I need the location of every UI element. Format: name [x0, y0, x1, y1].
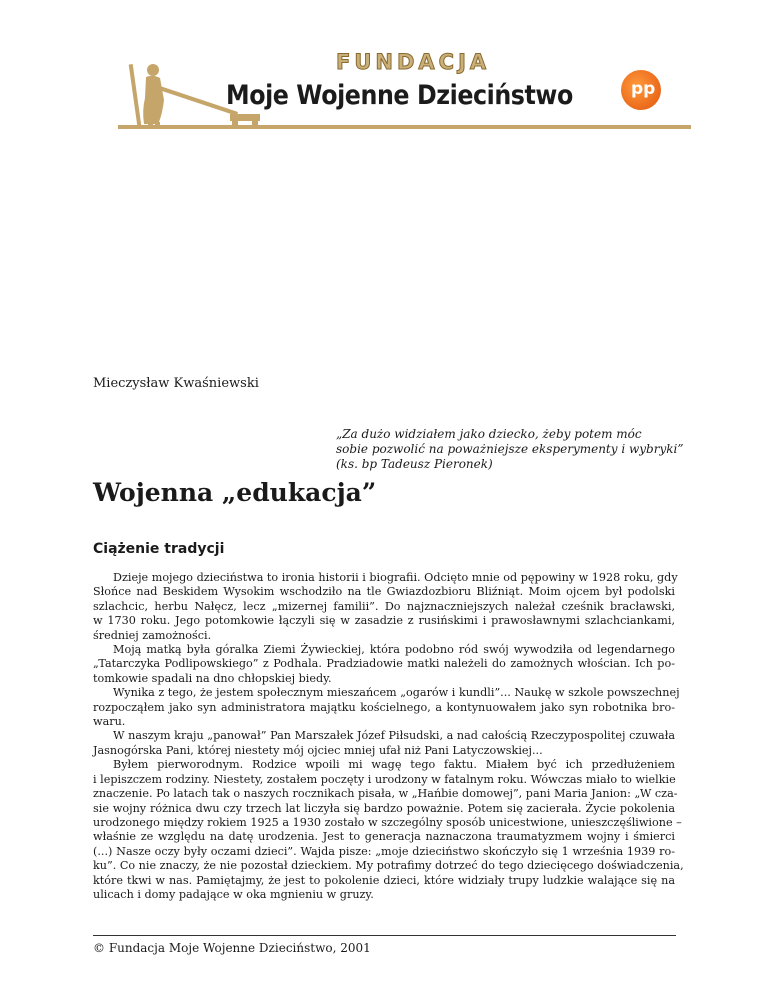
footer-copyright: © Fundacja Moje Wojenne Dzieciństwo, 2001: [93, 941, 371, 955]
author-name: Mieczysław Kwaśniewski: [93, 376, 259, 391]
partner-logo-text: pp: [631, 79, 656, 99]
body-line: w 1730 roku. Jego potomkowie łączyli się w zasadzie z rusińskimi i prawosławnymi szlachciankami,: [93, 614, 675, 628]
body-line: „Tatarczyka Podlipowskiego” z Podhala. Pradziadowie matki należeli do zamożnych włościan. Ich po-: [93, 657, 675, 671]
body-line: sie wojny różnica dwu czy trzech lat liczyła się bardzo poważnie. Potem się zacierała. Życie pokolenia: [93, 801, 675, 815]
body-line: rozpocząłem jako syn administratora majątku kościelnego, a kontynuowałem jako syn robotnika bro-: [93, 700, 675, 714]
brand-name: Moje Wojenne Dzieciństwo: [226, 80, 573, 111]
epigraph: [336, 427, 684, 472]
body-line: W naszym kraju „panował” Pan Marszałek Józef Piłsudski, a nad całością Rzeczypospolitej czuwała: [113, 729, 675, 743]
body-line: Jasnogórska Pani, której niestety mój ojciec mniej ufał niż Pani Latyczowskiej...: [93, 743, 543, 757]
epigraph-attribution: (ks. bp Tadeusz Pieronek): [336, 457, 493, 471]
body-line: (...) Nasze oczy były oczami dzieci”. Wajda pisze: „moje dzieciństwo skończyło się 1 września 1939 ro-: [93, 844, 675, 858]
body-line: Moją matką była góralka Ziemi Żywieckiej, która podobno ród swój wywodziła od legendarnego: [113, 643, 675, 657]
body-line: Wynika z tego, że jestem społecznym mieszańcem „ogarów i kundli”... Naukę w szkole powszechnej: [113, 686, 680, 700]
document-title: Wojenna „edukacja”: [93, 478, 377, 507]
epigraph-line: „Za dużo widziałem jako dziecko, żeby potem móc: [336, 427, 642, 441]
foundation-label: FUNDACJA: [336, 50, 491, 74]
page-header: [0, 0, 768, 160]
body-line: i lepiszczem rodziny. Niestety, zostałem poczęty i urodzony w fatalnym roku. Wówczas miało to wielkie: [93, 772, 676, 786]
partner-logo-icon: [621, 70, 661, 110]
body-line: znaczenie. Po latach tak o naszych rocznikach pisała, w „Hańbie domowej”, pani Maria Janion: „W cza-: [93, 787, 678, 801]
header-divider: [118, 125, 691, 129]
body-line: Dzieje mojego dzieciństwa to ironia historii i biografii. Odcięto mnie od pępowiny w 1928 roku, gdy: [113, 571, 678, 584]
footer-divider: [93, 935, 676, 936]
body-line: tomkowie spadali na dno chłopskiej biedy.: [93, 671, 332, 685]
body-line: urodzonego między rokiem 1925 a 1930 zostało w szczególny sposób unicestwione, unieszczęśliwione –: [93, 815, 682, 829]
epigraph-line: sobie pozwolić na poważniejsze eksperymenty i wybryki”: [336, 442, 684, 456]
body-line: ulicach i domy padające w oka mgnieniu w gruzy.: [93, 887, 374, 901]
body-line: właśnie ze względu na datę urodzenia. Jest to generacja naznaczona traumatyzmem wojny i śmierci: [93, 830, 675, 844]
body-line: ku”. Co nie znaczy, że nie pozostał dzieckiem. My potrafimy dotrzeć do tego dziecięcego doświadczenia,: [93, 859, 684, 873]
body-text: [93, 571, 684, 902]
body-line: średniej zamożności.: [93, 628, 212, 642]
body-line: Słońce nad Beskidem Wysokim wschodziło na tle Gwiazdozbioru Bliźniąt. Moim ojcem był podolski: [93, 585, 675, 599]
section-heading: Ciążenie tradycji: [93, 541, 225, 557]
body-line: Byłem pierworodnym. Rodzice wpoili mi wagę tego faktu. Miałem być ich przedłużeniem: [113, 758, 675, 772]
body-line: które tkwi w nas. Pamiętajmy, że jest to pokolenie dzieci, które widziały trupy ludzkie walające się na: [93, 873, 675, 887]
body-line: szlachcic, herbu Nałęcz, lecz „mizernej familii”. Do najznaczniejszych należał cześnik bracławski,: [93, 599, 675, 613]
body-line: waru.: [93, 715, 126, 729]
